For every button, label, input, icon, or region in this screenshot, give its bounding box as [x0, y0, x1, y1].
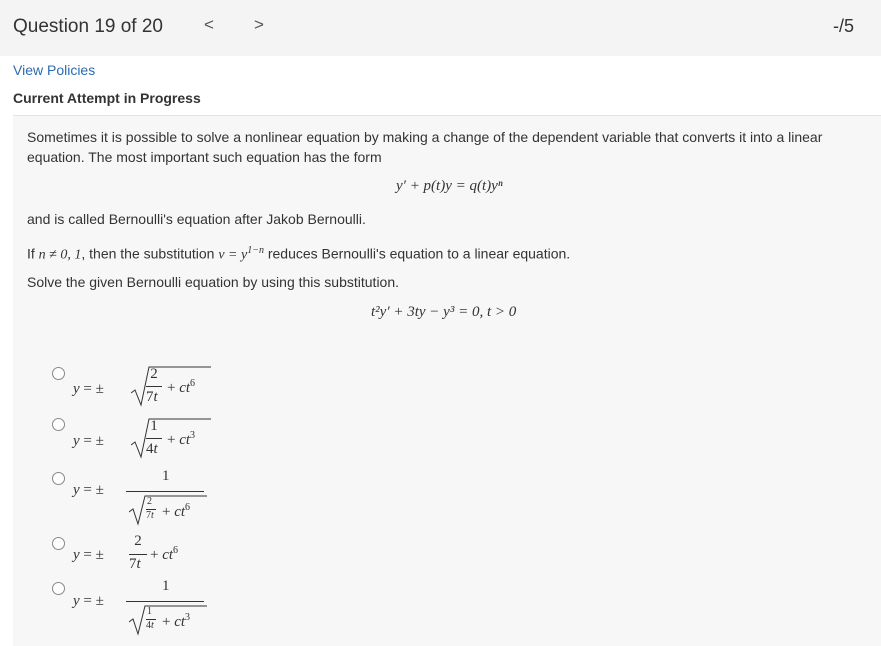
- option-e-radio[interactable]: [52, 582, 65, 595]
- option-b-prefix: y = ±: [73, 433, 104, 449]
- option-a-prefix: y = ±: [73, 381, 104, 397]
- option-c-radio[interactable]: [52, 472, 65, 485]
- attempt-status: Current Attempt in Progress: [13, 90, 201, 106]
- score-display: -/5: [832, 16, 854, 36]
- chevron-right-icon[interactable]: >: [254, 15, 264, 34]
- option-a-radio[interactable]: [52, 367, 65, 380]
- question-header: [0, 0, 881, 56]
- intro-line-1: Sometimes it is possible to solve a nonlinear equation by making a change of the dependent variable that converts it into a linear: [27, 129, 823, 145]
- option-d-prefix: y = ±: [73, 547, 104, 563]
- view-policies-link[interactable]: View Policies: [13, 62, 96, 78]
- chevron-left-icon[interactable]: <: [204, 15, 214, 34]
- option-c-prefix: y = ±: [73, 482, 104, 498]
- instruction-text: Solve the given Bernoulli equation by using this substitution.: [27, 274, 400, 290]
- substitution-text: If n ≠ 0, 1, then the substitution $v = y^{1-n}$ reduces Bernoulli's equation to a linear equation.: [27, 245, 571, 263]
- bernoulli-named-text: and is called Bernoulli's equation after Jakob Bernoulli.: [27, 211, 366, 227]
- option-b-radio[interactable]: [52, 418, 65, 431]
- option-e-prefix: y = ±: [73, 593, 104, 609]
- intro-line-2: equation. The most important such equation has the form: [27, 149, 382, 165]
- option-d-radio[interactable]: [52, 537, 65, 550]
- question-counter: Question 19 of 20: [13, 16, 163, 37]
- bernoulli-form-equation: y′ + p(t)y = q(t)yⁿ: [396, 178, 503, 194]
- given-equation: t²y′ + 3ty − y³ = 0, t > 0: [371, 304, 517, 320]
